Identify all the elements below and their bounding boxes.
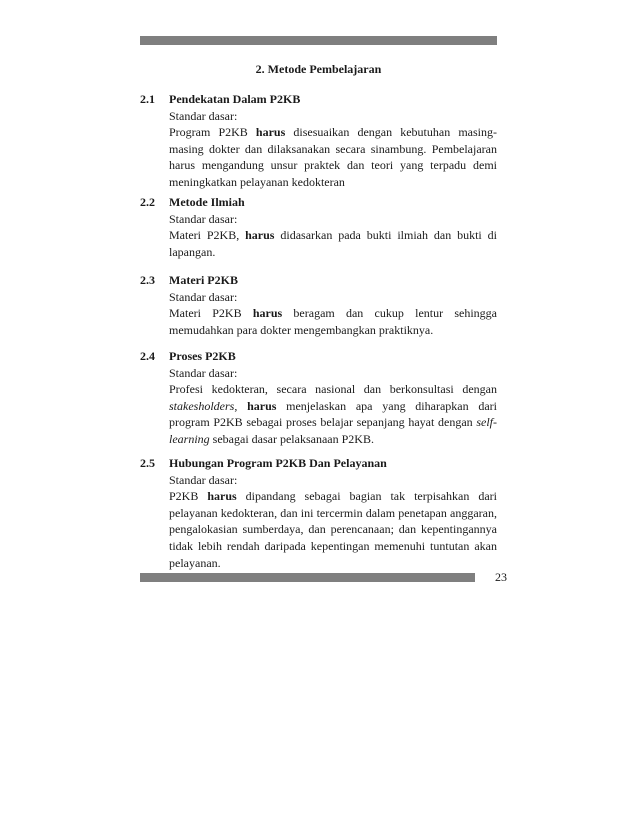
subsection-number: 2.3 bbox=[140, 273, 155, 287]
text-run: beragam dan cukup lentur sehingga memudahkan para dokter mengembangkan praktiknya. bbox=[169, 306, 497, 337]
text-run: disesuaikan dengan kebutuhan masing-masing dokter dan dilaksanakan secara sinambung. Pembelajaran harus mengandung unsur praktek dan teori yang terpadu demi meningkatkan pelayanan kedokteran bbox=[169, 125, 497, 189]
emphasis-bold: harus bbox=[252, 306, 283, 321]
emphasis-italic: stakesholders bbox=[169, 398, 235, 413]
subsection-number: 2.2 bbox=[140, 195, 155, 209]
text-run: , bbox=[234, 398, 248, 413]
standard-text bbox=[169, 227, 497, 260]
subsection-2-5 bbox=[140, 455, 497, 571]
text-run: dipandang sebagai bagian tak terpisahkan dari pelayanan kedokteran, dan ini tercermin dalam penetapan anggaran, pengalokasian sumberdaya, dan perencanaan; dan kepentingannya tidak lebih rendah daripada kepentingan memenuhi tuntutan akan pelayanan. bbox=[169, 489, 497, 570]
standard-text bbox=[169, 381, 497, 447]
text-run: Profesi kedokteran, secara nasional dan berkonsultasi dengan bbox=[169, 382, 497, 397]
subsection-heading: Metode Ilmiah bbox=[169, 195, 245, 209]
subsection-number: 2.4 bbox=[140, 349, 155, 363]
standard-label: Standar dasar: bbox=[169, 211, 238, 226]
text-run: Materi P2KB, bbox=[169, 228, 246, 243]
section-title: 2. Metode Pembelajaran bbox=[255, 62, 382, 76]
standard-text bbox=[169, 488, 497, 571]
standard-text bbox=[169, 124, 497, 190]
emphasis-italic: self-learning bbox=[169, 415, 497, 446]
emphasis-bold: harus bbox=[207, 489, 237, 504]
text-run: Materi P2KB bbox=[169, 306, 253, 321]
emphasis-bold: harus bbox=[245, 228, 275, 243]
subsection-2-4 bbox=[140, 348, 497, 448]
standard-label: Standar dasar: bbox=[169, 472, 238, 487]
subsection-number: 2.1 bbox=[140, 92, 155, 106]
text-run: sebagai dasar pelaksanaan P2KB. bbox=[209, 431, 374, 446]
header-rule bbox=[140, 36, 497, 45]
text-run: Program P2KB bbox=[169, 125, 256, 140]
standard-label: Standar dasar: bbox=[169, 108, 238, 123]
text-run: P2KB bbox=[169, 489, 208, 504]
subsection-heading: Hubungan Program P2KB Dan Pelayanan bbox=[169, 456, 387, 470]
emphasis-bold: harus bbox=[247, 398, 277, 413]
standard-label: Standar dasar: bbox=[169, 289, 238, 304]
subsection-2-2 bbox=[140, 194, 497, 260]
page-number: 23 bbox=[495, 570, 507, 584]
subsection-heading: Pendekatan Dalam P2KB bbox=[169, 92, 301, 106]
emphasis-bold: harus bbox=[255, 125, 286, 140]
footer-rule bbox=[140, 573, 475, 582]
subsection-2-3 bbox=[140, 272, 497, 338]
subsection-number: 2.5 bbox=[140, 456, 155, 470]
text-run: didasarkan pada bukti ilmiah dan bukti di lapangan. bbox=[169, 228, 497, 259]
subsection-heading: Materi P2KB bbox=[169, 273, 238, 287]
standard-label: Standar dasar: bbox=[169, 365, 238, 380]
subsection-2-1 bbox=[140, 91, 497, 191]
standard-text bbox=[169, 305, 497, 338]
text-run: menjelaskan apa yang diharapkan dari program P2KB sebagai proses belajar sepanjang hayat dengan bbox=[169, 398, 497, 430]
subsection-heading: Proses P2KB bbox=[169, 349, 236, 363]
